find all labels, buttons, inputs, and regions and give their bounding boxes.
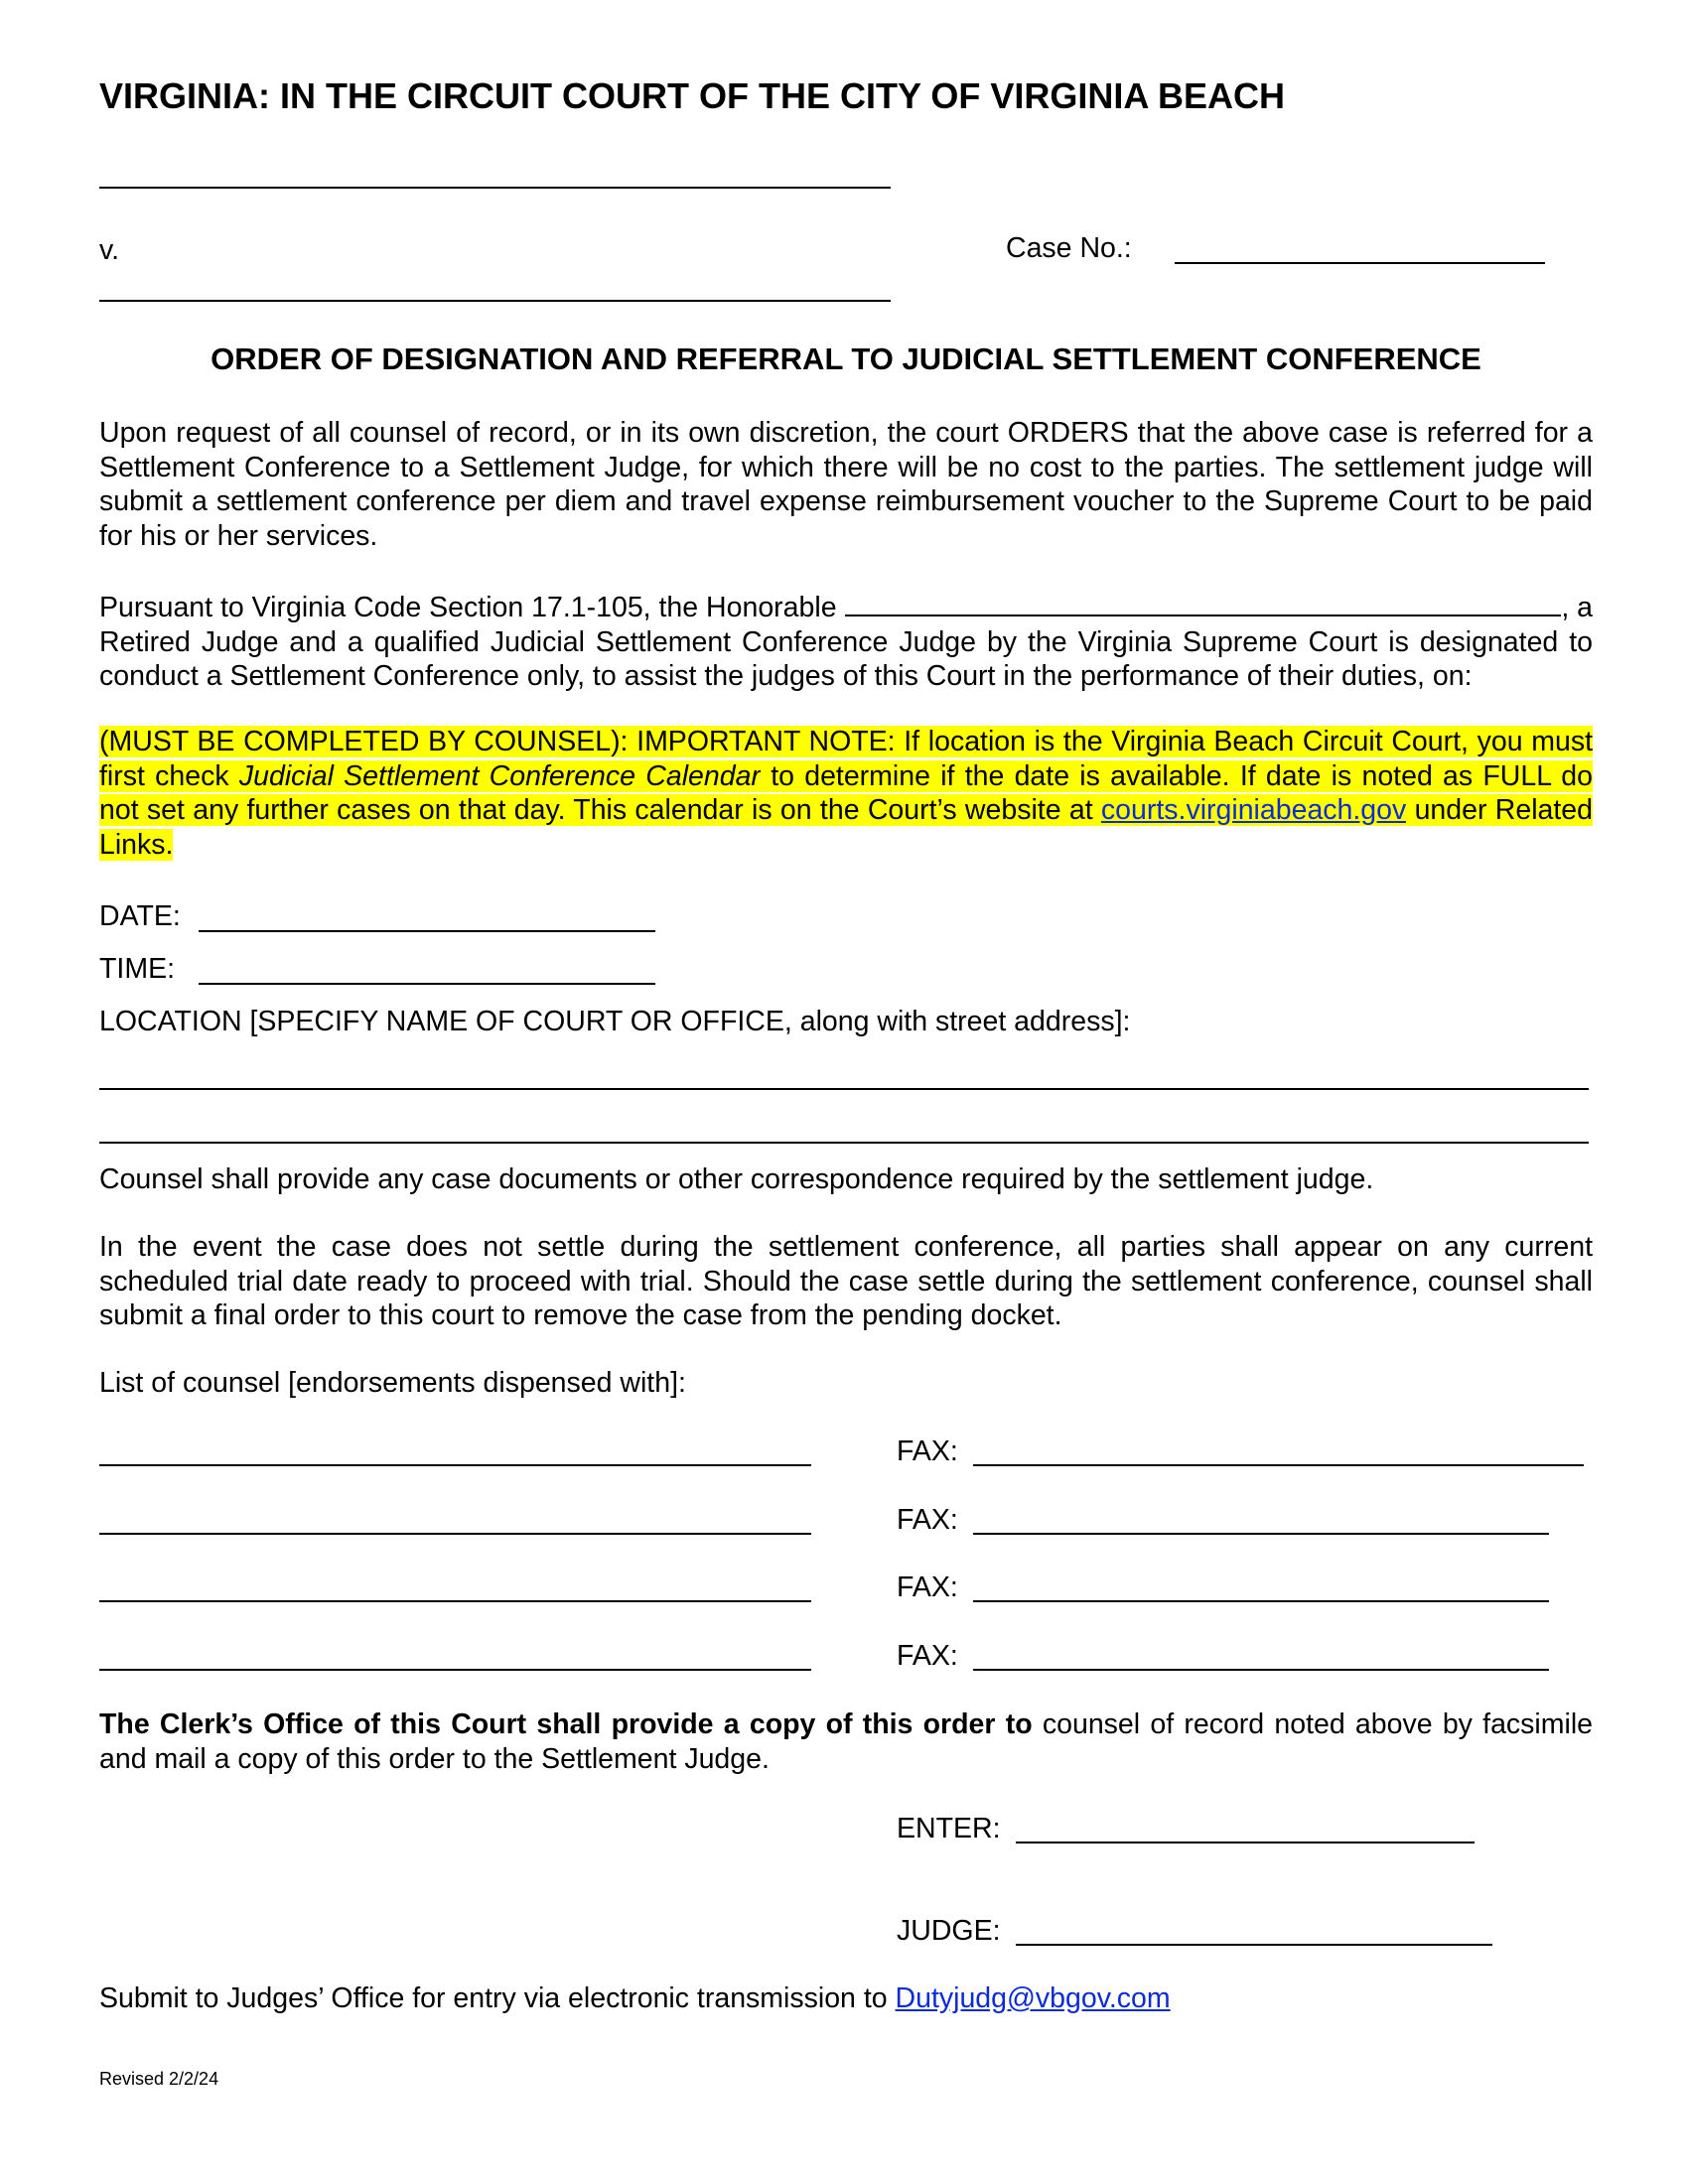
time-label: TIME:: [99, 953, 175, 985]
counsel-list-label: List of counsel [endorsements dispensed with]:: [99, 1367, 686, 1399]
fax-line-2[interactable]: [973, 1533, 1549, 1535]
clerk-rest-text: counsel of record noted above by facsimile and mail a copy of this order to the Settlement Judge.: [99, 1708, 1594, 1775]
fax-line-4[interactable]: [973, 1669, 1549, 1671]
plaintiff-line[interactable]: [99, 187, 891, 189]
counsel-line-1[interactable]: [99, 1464, 811, 1466]
time-line[interactable]: [199, 983, 655, 985]
enter-line[interactable]: [1016, 1842, 1475, 1843]
revised-date: Revised 2/2/24: [99, 2069, 219, 2089]
designation-text-after: , a: [1561, 592, 1593, 623]
fax-label-1: FAX:: [897, 1435, 958, 1467]
location-line-1[interactable]: [99, 1088, 1589, 1090]
counsel-line-3[interactable]: [99, 1600, 811, 1602]
fax-label-2: FAX:: [897, 1504, 958, 1536]
notice-part3: under Related Links.: [99, 794, 1593, 861]
date-line[interactable]: [199, 930, 655, 932]
court-website-link[interactable]: courts.virginiabeach.gov: [1100, 794, 1407, 826]
enter-label: ENTER:: [897, 1813, 1001, 1844]
fax-label-4: FAX:: [897, 1640, 958, 1672]
fax-label-3: FAX:: [897, 1571, 958, 1603]
paragraph-trial: In the event the case does not settle during the settlement conference, all parties shall appear on any current scheduled trial date ready to proceed with trial. Should the case settle during the settlement conference, counsel shall submit a final order to this court to remove the case from the pending docket.: [99, 1231, 1593, 1331]
location-line-2[interactable]: [99, 1142, 1589, 1144]
court-title: VIRGINIA: IN THE CIRCUIT COURT OF THE CITY OF VIRGINIA BEACH: [99, 75, 1286, 116]
paragraph-referral: Upon request of all counsel of record, or in its own discretion, the court ORDERS that the above case is referred for a Settlement Conference to a Settlement Judge, for which there will be no cost to the parties. The settlement judge will submit a settlement conference per diem and travel expense reimbursement voucher to the Supreme Court to be paid for his or her services.: [99, 417, 1593, 552]
date-label: DATE:: [99, 900, 181, 932]
judge-name-line[interactable]: [845, 588, 1562, 616]
notice-part1: (MUST BE COMPLETED BY COUNSEL): IMPORTANT NOTE: If location is the Virginia Beach Circuit Court, you must first check: [99, 726, 1593, 792]
case-no-label: Case No.:: [1006, 232, 1132, 264]
judge-signature-line[interactable]: [1016, 1944, 1492, 1946]
important-notice: [99, 725, 1593, 862]
clerk-bold-text: The Clerk’s Office of this Court shall provide a copy of this order to: [99, 1708, 1033, 1740]
judge-label: JUDGE:: [897, 1915, 1001, 1947]
order-title: ORDER OF DESIGNATION AND REFERRAL TO JUDICIAL SETTLEMENT CONFERENCE: [211, 341, 1481, 376]
fax-line-1[interactable]: [973, 1464, 1584, 1466]
paragraph-clerk: [99, 1707, 1593, 1776]
paragraph-designation: [99, 588, 1593, 694]
paragraph-documents: Counsel shall provide any case documents or other correspondence required by the settlement judge.: [99, 1163, 1374, 1195]
submit-text: Submit to Judges’ Office for entry via electronic transmission to: [99, 1982, 896, 2014]
notice-calendar-name: Judicial Settlement Conference Calendar: [238, 759, 761, 792]
notice-part2: to determine if the date is available. If date is noted as FULL do not set any further cases on that day. This calendar is on the Court’s website at: [99, 759, 1593, 826]
designation-text-rest: Retired Judge and a qualified Judicial Settlement Conference Judge by the Virginia Supreme Court is designated to conduct a Settlement Conference only, to assist the judges of this Court in the performance of their duties, on:: [99, 625, 1593, 692]
counsel-line-4[interactable]: [99, 1669, 811, 1671]
location-label: LOCATION [SPECIFY NAME OF COURT OR OFFICE, along with street address]:: [99, 1006, 1131, 1037]
case-no-line[interactable]: [1175, 262, 1545, 264]
counsel-line-2[interactable]: [99, 1533, 811, 1535]
versus-label: v.: [99, 234, 120, 266]
designation-text-before: Pursuant to Virginia Code Section 17.1-105, the Honorable: [99, 592, 837, 623]
submit-instruction: [99, 1982, 1171, 2015]
fax-line-3[interactable]: [973, 1600, 1549, 1602]
duty-judge-email-link[interactable]: Dutyjudg@vbgov.com: [895, 1982, 1171, 2014]
defendant-line[interactable]: [99, 300, 891, 302]
